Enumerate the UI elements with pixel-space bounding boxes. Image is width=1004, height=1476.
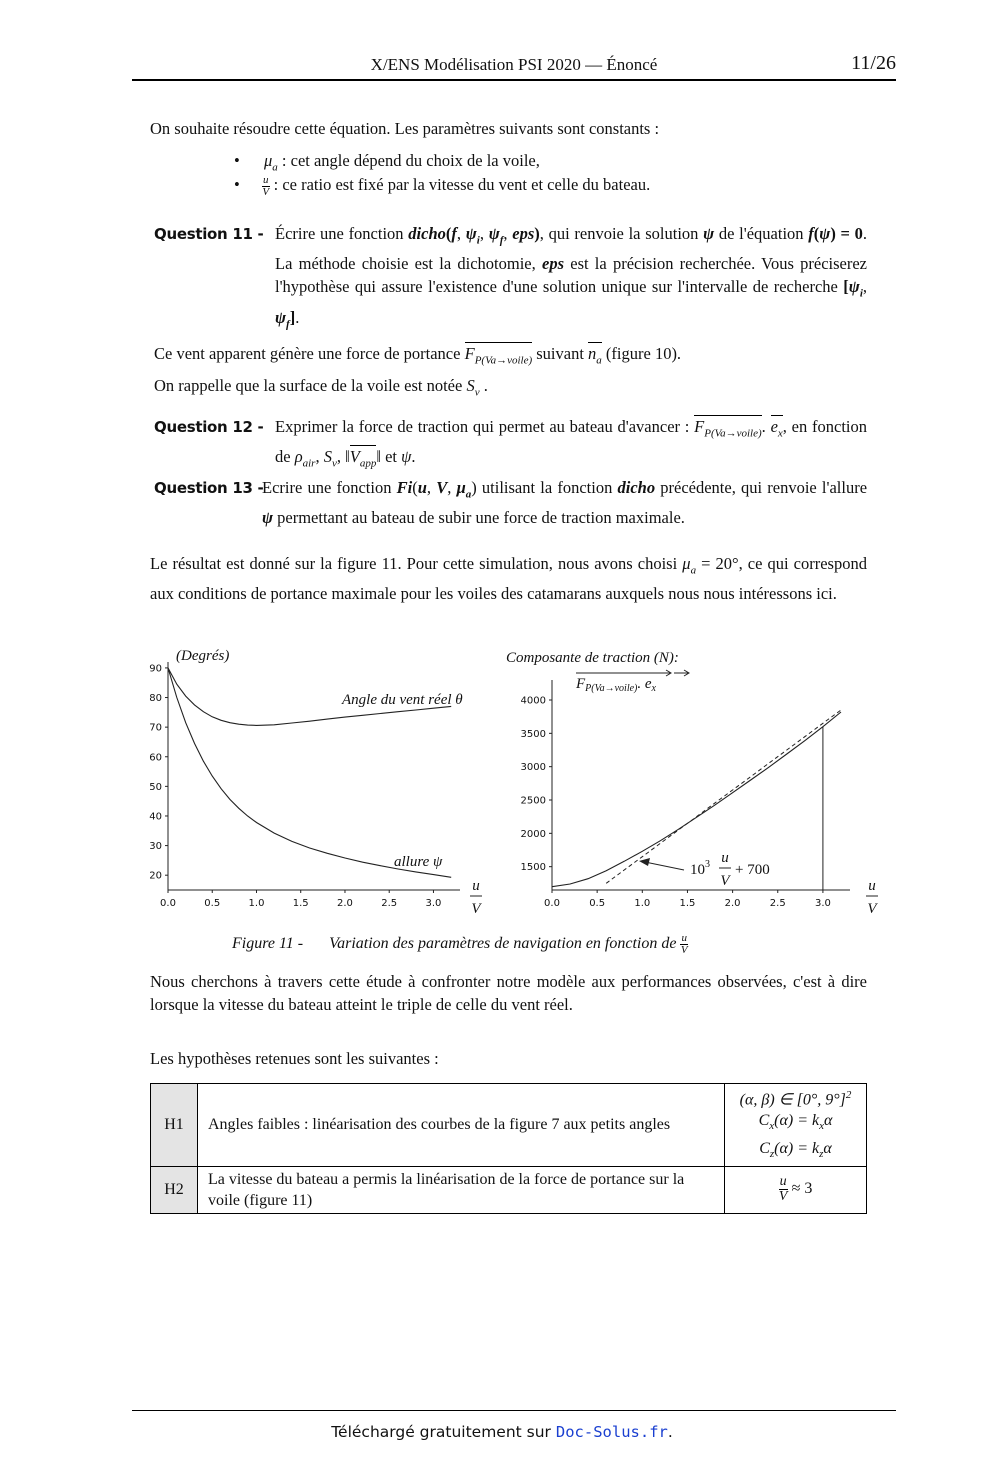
left-chart [149, 648, 482, 917]
right-x-ticks [544, 890, 831, 909]
x-tick-label: 2.0 [724, 898, 741, 909]
y-tick-label: 4000 [520, 695, 546, 707]
y-tick-label: 3000 [520, 762, 546, 774]
x-tick-label: 0.0 [160, 898, 176, 909]
x-tick-label: 2.5 [381, 898, 398, 909]
figure-caption-text: Variation des paramètres de navigation en fonction de $\frac{u}{V}$ [329, 932, 688, 956]
left-xlabel [470, 878, 482, 917]
y-tick-label: 70 [149, 722, 162, 734]
traction-curve [552, 712, 841, 887]
y-tick-label: 2000 [520, 828, 546, 840]
x-tick-label: 1.0 [248, 898, 265, 909]
left-ylabel: (Degrés) [176, 648, 230, 664]
y-tick-label: 40 [149, 811, 162, 823]
doc-solus-link[interactable]: Doc-Solus.fr [555, 1423, 668, 1441]
table-row [151, 1084, 867, 1167]
figure-caption [232, 933, 688, 956]
x-tick-label: 1.5 [292, 898, 309, 909]
y-tick-label: 50 [149, 781, 162, 793]
left-x-ticks [160, 890, 441, 909]
table-cell-desc: Angles faibles : linéarisation des courbes de la figure 7 aux petits angles [198, 1084, 725, 1167]
y-tick-label: 80 [149, 693, 162, 705]
y-tick-label: 30 [149, 841, 162, 853]
hypotheses-table [150, 1083, 867, 1214]
figure-11 [140, 640, 900, 930]
annotation-label [690, 850, 770, 889]
svg-text:u: u [721, 850, 729, 866]
y-tick-label: 3500 [520, 728, 546, 740]
bullet-dot: • [234, 151, 240, 170]
hypothesis-intro: Nous cherchons à travers cette étude à confronter notre modèle aux performances observées, c'est à dire lorsque la vitesse du bateau atteint le triple de celle du vent réel. [150, 972, 867, 1014]
right-subtitle [575, 670, 689, 694]
footer [0, 1423, 1004, 1441]
x-tick-label: 0.5 [204, 898, 221, 909]
right-y-ticks [521, 696, 552, 874]
math-line: (α, β) ∈ [0°, 9°]$^2$ [739, 1089, 852, 1109]
svg-text:u: u [472, 878, 480, 894]
question-12-label: Question 12 - [154, 418, 264, 436]
table-cell-math: $\frac{u}{V}$ ≈ 3 [725, 1166, 867, 1213]
result-paragraph: Le résultat est donné sur la figure 11. Pour cette simulation, nous avons choisi $\mu_a = 20^\circ$, ce qui correspond aux conditions de portance maximale pour les voiles des catamarans auxquels nous nous intéressons ici. [150, 554, 867, 604]
x-tick-label: 3.0 [425, 898, 442, 909]
svg-text:V: V [471, 901, 481, 917]
left-y-ticks [149, 663, 168, 881]
annotation-arrow [639, 858, 684, 870]
allure-label: allure ψ [394, 854, 443, 870]
wind-paragraph-line-1: Ce vent apparent génère une force de portance $F_{P(Va\to voile)}$ suivant $n_a$ (figure 10). [154, 344, 682, 367]
hypothesis-lead: Les hypothèses retenues sont les suivantes : [150, 1049, 439, 1068]
svg-text:u: u [868, 878, 876, 894]
table-cell-id: H2 [151, 1166, 198, 1213]
running-header [132, 52, 896, 79]
footer-rule [132, 1410, 896, 1411]
question-11-text: Écrire une fonction dicho(f, $\psi_i$, $\psi_f$, eps), qui renvoie la solution ψ de l'équation f(ψ) = 0. La méthode choisie est la dichotomie, eps est la précision recherchée. Vous préciserez l'hypothèse qui assure l'existence d'une solution unique sur l'intervalle de recherche [$\psi_i$, $\psi_f$]. [275, 224, 868, 330]
svg-text:+ 700: + 700 [735, 862, 770, 878]
x-tick-label: 2.5 [769, 898, 786, 909]
x-tick-label: 2.0 [337, 898, 353, 909]
table-cell-math [725, 1084, 867, 1167]
x-tick-label: 1.0 [634, 898, 651, 909]
y-tick-label: 90 [149, 663, 162, 675]
y-tick-label: 2500 [520, 795, 546, 807]
table-cell-desc: La vitesse du bateau a permis la linéarisation de la force de portance sur la voile (figure 11) [198, 1166, 725, 1213]
svg-text:103: $10^3$ [690, 859, 710, 878]
x-tick-label: 0.5 [589, 898, 606, 909]
bullet-dot: • [234, 175, 240, 194]
intro-line: On souhaite résoudre cette équation. Les paramètres suivants sont constants : [150, 119, 660, 138]
svg-text:V: V [867, 901, 877, 917]
table-cell-id: H1 [151, 1084, 198, 1167]
footer-dot: . [667, 1423, 673, 1441]
right-xlabel [866, 878, 878, 917]
question-11-label: Question 11 - [154, 225, 264, 243]
header-title: X/ENS Modélisation PSI 2020 — Énoncé [370, 55, 658, 74]
wind-paragraph-line-2: On rappelle que la surface de la voile est notée $S_v$ . [154, 376, 488, 399]
footer-text: Téléchargé gratuitement sur [331, 1423, 551, 1441]
header-rule [132, 79, 896, 81]
question-12-text: Exprimer la force de traction qui permet au bateau d'avancer : $F_{P(Va\to voile)}$. $e_x$, en fonction de $\rho_{air}$, $S_v$, $‖V_{app}‖$ et ψ. [275, 417, 867, 470]
question-13-text: Ecrire une fonction Fi(u, V, $\mu_a$) utilisant la fonction dicho précédente, qui renvoie l'allure ψ permettant au bateau de subir une force de traction maximale. [262, 478, 868, 528]
svg-text:FP(Va→voile). ex: $F_{P(Va\to voile)}$. $e_x$ [576, 676, 656, 694]
right-title: Composante de traction (N): [506, 650, 679, 666]
svg-text:V: V [720, 873, 730, 889]
page-number: 11/26 [851, 52, 896, 74]
math-line: $C_x(\alpha) = k_x\alpha$ [758, 1112, 833, 1133]
math-line: $C_z(\alpha) = k_z\alpha$ [759, 1139, 832, 1160]
figure-caption-label: Figure 11 - [232, 935, 304, 953]
x-tick-label: 1.5 [679, 898, 696, 909]
question-13-label: Question 13 - [154, 479, 264, 497]
y-tick-label: 1500 [520, 862, 546, 874]
theta-label: Angle du vent réel θ [342, 692, 463, 708]
x-tick-label: 0.0 [544, 898, 560, 909]
y-tick-label: 60 [149, 752, 162, 764]
table-row [151, 1166, 867, 1213]
y-tick-label: 20 [149, 870, 162, 882]
right-chart [506, 650, 878, 917]
x-tick-label: 3.0 [814, 898, 831, 909]
